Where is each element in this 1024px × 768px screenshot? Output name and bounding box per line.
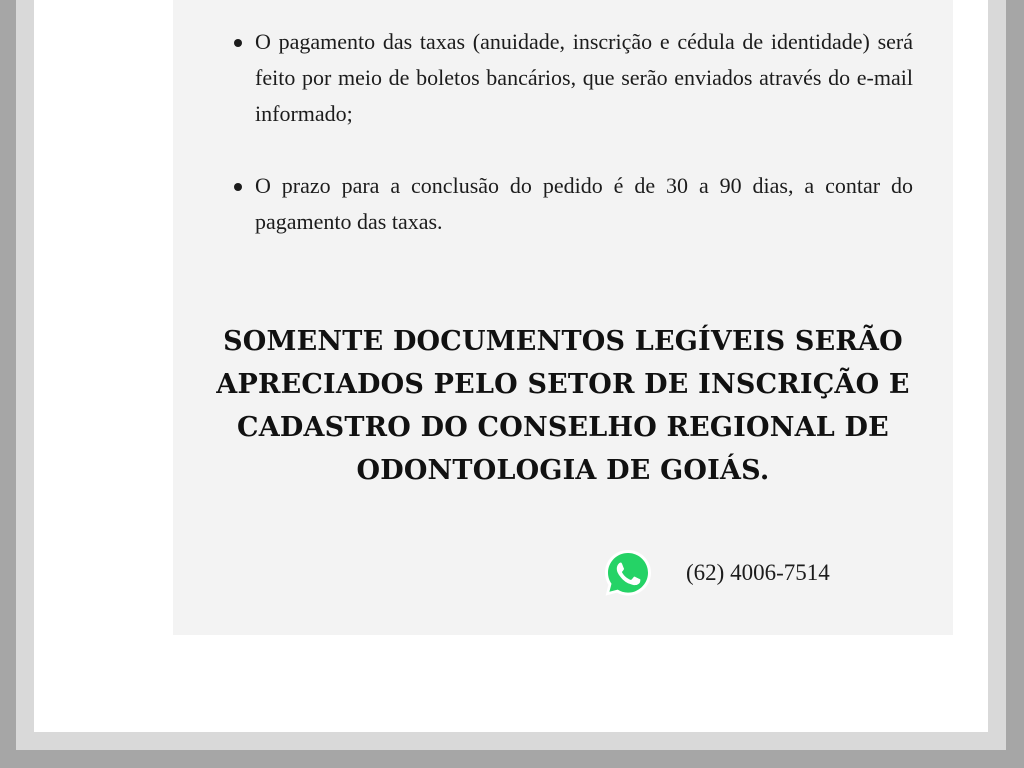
list-item-text: O prazo para a conclusão do pedido é de 30 a 90 dias, a contar do pagamento das taxas. — [255, 173, 913, 234]
page — [34, 0, 988, 732]
phone-number: (62) 4006-7514 — [686, 560, 830, 585]
bullet-icon — [234, 39, 242, 47]
whatsapp-icon[interactable] — [603, 548, 653, 598]
content-panel — [173, 0, 953, 635]
legibility-notice: SOMENTE DOCUMENTOS LEGÍVEIS SERÃO APRECIADOS PELO SETOR DE INSCRIÇÃO E CADASTRO DO CONSELHO REGIONAL DE ODONTOLOGIA DE GOIÁS. — [216, 326, 910, 486]
list-item — [255, 24, 913, 132]
list-item — [255, 168, 913, 240]
list-item-text: O pagamento das taxas (anuidade, inscrição e cédula de identidade) será feito por meio de boletos bancários, que serão enviados através do e-mail informado; — [255, 29, 913, 126]
info-list — [255, 24, 913, 276]
bullet-icon — [234, 183, 242, 191]
